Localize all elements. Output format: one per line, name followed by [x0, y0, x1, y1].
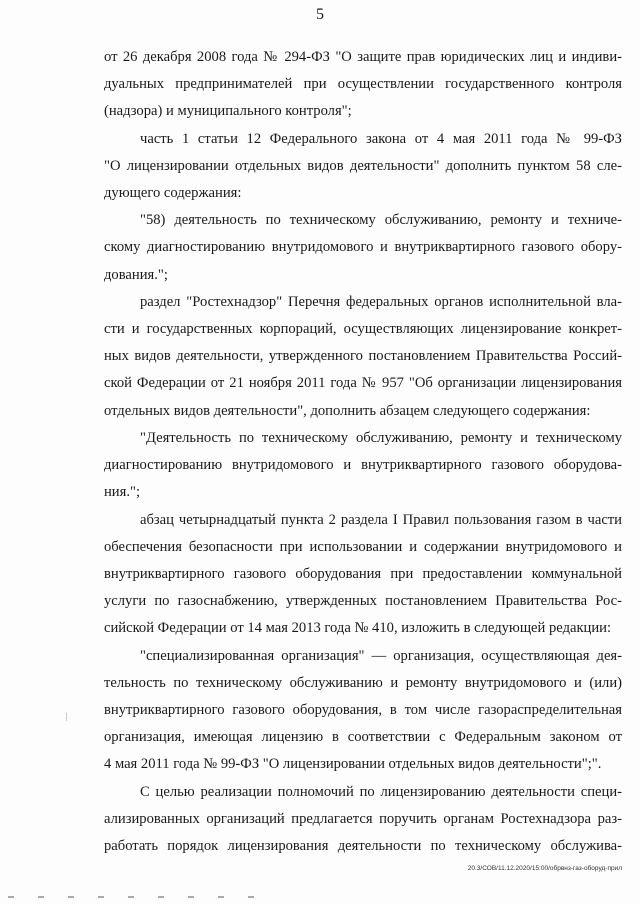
text-line: раздел "Ростехнадзор" Перечня федеральных органов исполнительной вла-	[140, 293, 622, 310]
text-line: сти и государственных корпораций, осуществляющих лицензирование конкрет-	[104, 321, 622, 338]
text-line: скому диагностированию внутридомового и внутриквартирного газового обору-	[104, 239, 622, 256]
text-line: абзац четырнадцатый пункта 2 раздела I Правил пользования газом в части	[140, 511, 622, 528]
text-line: 4 мая 2011 года № 99-ФЗ "О лицензировании отдельных видов деятельности";".	[104, 756, 602, 773]
text-line: внутриквартирного газового оборудования при предоставлении коммунальной	[104, 565, 622, 582]
text-line: "О лицензировании отдельных видов деятельности" дополнить пунктом 58 сле-	[104, 157, 622, 174]
margin-mark	[66, 713, 67, 721]
text-line: дующего содержания:	[104, 185, 242, 202]
text-line: часть 1 статьи 12 Федерального закона от 4 мая 2011 года № 99-ФЗ	[140, 130, 622, 147]
scan-edge-marks	[8, 896, 268, 898]
text-line: ализированных организаций предлагается поручить органам Ростехнадзора раз-	[104, 810, 622, 827]
text-line: С целью реализации полномочий по лицензированию деятельности специ-	[140, 783, 622, 800]
text-line: работать порядок лицензирования деятельности по техническому обслужива-	[104, 838, 622, 854]
text-line: дуальных предпринимателей при осуществлении государственного контроля	[104, 76, 622, 93]
text-line: диагностированию внутридомового и внутриквартирного газового оборудова-	[104, 457, 622, 474]
text-line: "Деятельность по техническому обслуживанию, ремонту и техническому	[140, 429, 622, 446]
text-line: услуги по газоснабжению, утвержденных постановлением Правительства Рос-	[104, 593, 622, 610]
text-line: обеспечения безопасности при использовании и содержании внутридомового и	[104, 538, 622, 555]
text-line: внутриквартирного газового оборудования, в том числе газораспределительная	[104, 701, 622, 718]
text-line: отдельных видов деятельности", дополнить абзацем следующего содержания:	[104, 402, 591, 419]
text-line: ных видов деятельности, утвержденного постановлением Правительства Россий-	[104, 348, 622, 365]
document-footer-code: 20.3/СОВ/11.12.2020/15:00/обрвнз-газ-оборуд-прил	[467, 865, 622, 872]
text-line: (надзора) и муниципального контроля";	[104, 103, 352, 120]
page-number: 5	[316, 6, 324, 23]
text-line: "специализированная организация" — организация, осуществляющая дея-	[140, 647, 622, 664]
text-line: дования.";	[104, 266, 168, 283]
text-line: организация, имеющая лицензию в соответствии с Федеральным законом от	[104, 729, 622, 746]
text-line: от 26 декабря 2008 года № 294-ФЗ "О защите прав юридических лиц и индиви-	[104, 49, 622, 65]
text-line: ния.";	[104, 484, 140, 501]
text-line: "58) деятельность по техническому обслуживанию, ремонту и техниче-	[140, 212, 622, 229]
text-line: сийской Федерации от 14 мая 2013 года № 410, изложить в следующей редакции:	[104, 620, 612, 637]
text-line: ской Федерации от 21 ноября 2011 года № 957 "Об организации лицензирования	[104, 375, 622, 392]
text-line: тельность по техническому обслуживанию и ремонту внутридомового и (или)	[104, 674, 622, 691]
